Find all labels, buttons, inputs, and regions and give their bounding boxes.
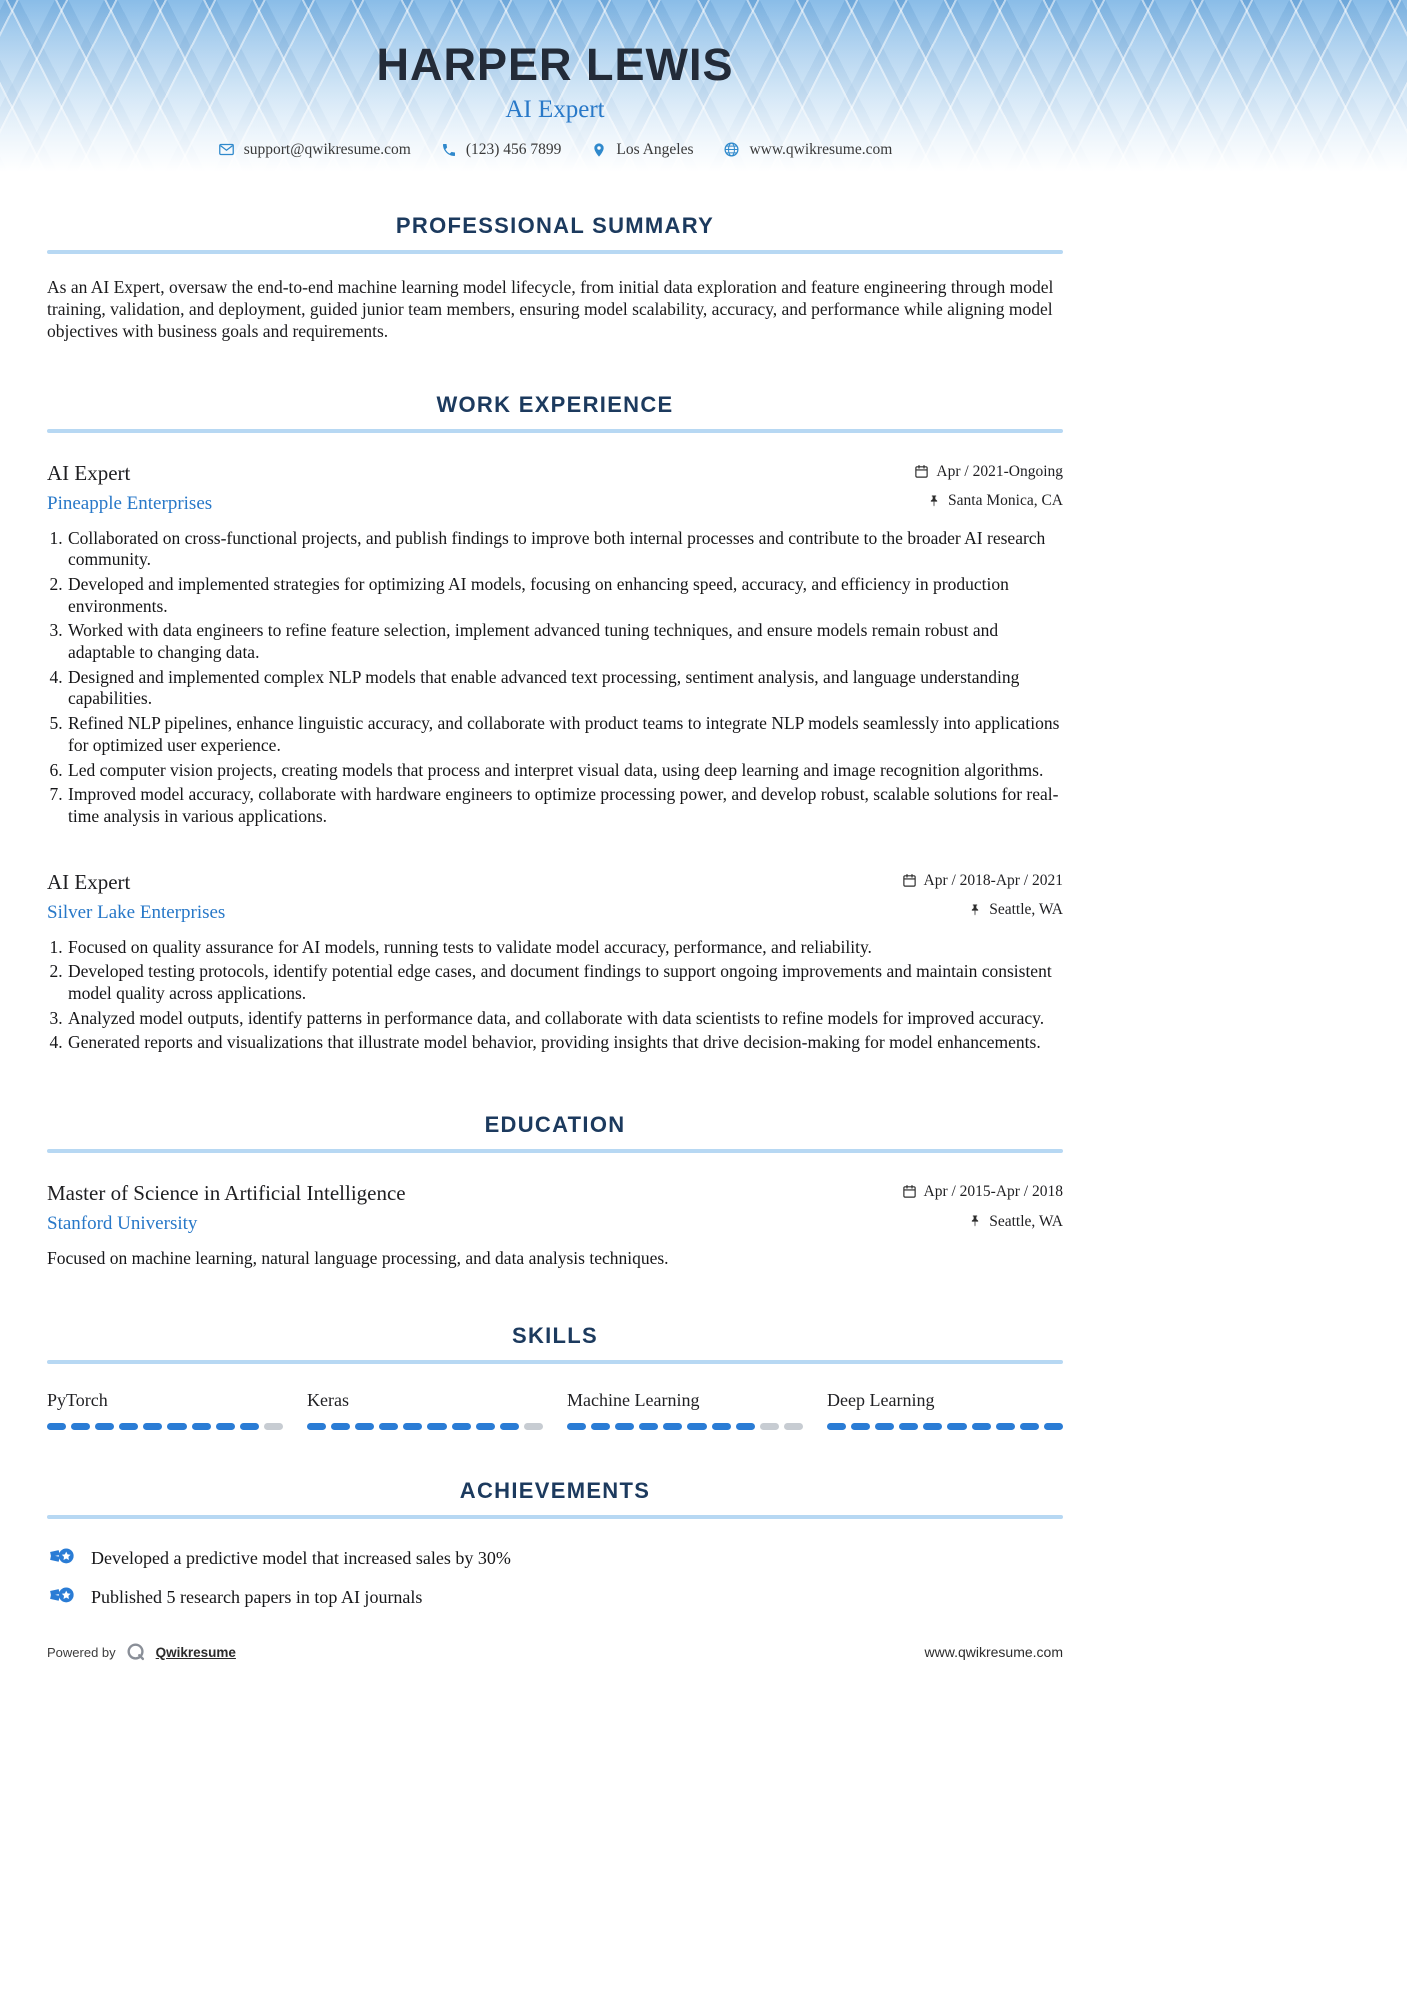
summary-text: As an AI Expert, oversaw the end-to-end machine learning model lifecycle, from initial data exploration and feature engineering through model training, validation, and deployment, guided junior team members, ensuring model scalability, accuracy, and performance while aligning model objectives with business goals and requirements.: [47, 276, 1054, 341]
skill-item-deep-learning: [827, 1390, 1063, 1430]
job-bullet: 6. Led computer vision projects, creating models that process and interpret visual data, using deep learning and image recognition algorithms.: [67, 760, 1063, 782]
section-summary: [47, 213, 1063, 342]
education-dates-text: Apr / 2015-Apr / 2018: [923, 1183, 1063, 1201]
contact-email-text: support@qwikresume.com: [243, 140, 411, 158]
pushpin-icon: [927, 494, 941, 508]
skill-item-machine-learning: [567, 1390, 803, 1430]
job-meta: [902, 870, 1064, 918]
qwikresume-link[interactable]: Qwikresume: [155, 1644, 236, 1660]
job-location-text: Santa Monica, CA: [948, 492, 1063, 510]
job-dates-text: Apr / 2018-Apr / 2021: [923, 871, 1063, 889]
contact-website-text: www.qwikresume.com: [749, 140, 893, 158]
powered-by-label: Powered by: [47, 1644, 116, 1660]
qwikresume-logo-icon: [125, 1641, 147, 1663]
skill-name: Deep Learning: [827, 1390, 935, 1411]
degree-title: Master of Science in Artificial Intelligence: [47, 1181, 406, 1206]
globe-icon: [723, 141, 740, 158]
job-bullet: 2. Developed and implemented strategies for optimizing AI models, focusing on enhancing speed, accuracy, and efficiency in production environments.: [67, 574, 1063, 617]
job-bullet: 3. Analyzed model outputs, identify patterns in performance data, and collaborate with data scientists to refine models for improved accuracy.: [67, 1008, 1063, 1030]
education-meta: [902, 1181, 1064, 1229]
achievements-list: [47, 1545, 1063, 1611]
section-achievements: [47, 1478, 1063, 1611]
contact-location[interactable]: [591, 141, 693, 159]
skill-item-pytorch: [47, 1390, 283, 1430]
education-heading: EDUCATION: [484, 1112, 626, 1138]
job-title: AI Expert: [47, 460, 131, 485]
job-bullet: 7. Improved model accuracy, collaborate with hardware engineers to optimize processing power, and develop robust, scalable solutions for real-time analysis in various applications.: [67, 784, 1063, 827]
skill-item-keras: [307, 1390, 543, 1430]
page-footer: [47, 1641, 1063, 1663]
education-location: [902, 1214, 1064, 1230]
education-dates: [902, 1184, 1064, 1200]
school-name: Stanford University: [47, 1213, 198, 1235]
pushpin-icon: [968, 1214, 982, 1228]
job-dates-text: Apr / 2021-Ongoing: [936, 462, 1063, 480]
achievement-text: Developed a predictive model that increased sales by 30%: [91, 1548, 511, 1569]
section-work-experience: [47, 392, 1063, 1054]
job-meta: [914, 461, 1063, 509]
job-title-block: [47, 461, 212, 515]
footer-website: www.qwikresume.com: [924, 1644, 1063, 1661]
skill-level-bar: [307, 1423, 543, 1430]
achievements-divider: [47, 1515, 1063, 1519]
email-icon: [218, 141, 235, 158]
job-company: Silver Lake Enterprises: [47, 901, 226, 923]
job-entry-1: [47, 461, 1063, 828]
skills-heading: SKILLS: [511, 1323, 599, 1349]
skills-grid: [47, 1390, 1063, 1430]
contact-phone[interactable]: [441, 141, 562, 159]
job-header: [47, 461, 1063, 515]
skill-name: PyTorch: [47, 1390, 108, 1411]
education-description: Focused on machine learning, natural language processing, and data analysis techniques.: [47, 1248, 669, 1269]
job-bullet-list: [47, 937, 1063, 1054]
contact-phone-text: (123) 456 7899: [465, 140, 562, 158]
job-location-text: Seattle, WA: [989, 901, 1063, 919]
calendar-icon: [902, 1184, 917, 1199]
education-header: [47, 1181, 1063, 1235]
job-title: AI Expert: [47, 869, 131, 894]
job-bullet: 2. Developed testing protocols, identify potential edge cases, and document findings to support ongoing improvements and maintain consistent model quality across applications.: [67, 961, 1063, 1004]
job-header: [47, 870, 1063, 924]
banner-inner: [47, 39, 1063, 159]
job-dates: [902, 873, 1064, 889]
section-education: [47, 1112, 1063, 1269]
contact-email[interactable]: [218, 141, 411, 159]
job-bullet: 4. Generated reports and visualizations that illustrate model behavior, providing insights that drive decision-making for model enhancements.: [67, 1032, 1063, 1054]
work-heading: WORK EXPERIENCE: [436, 391, 674, 417]
job-bullet: 1. Collaborated on cross-functional projects, and publish findings to improve both internal processes and contribute to the broader AI research community.: [67, 528, 1063, 571]
skills-divider: [47, 1360, 1063, 1364]
location-pin-icon: [591, 142, 607, 158]
education-entry: [47, 1181, 1063, 1269]
job-location: [914, 493, 1063, 509]
job-bullet: 5. Refined NLP pipelines, enhance linguistic accuracy, and collaborate with product teams to integrate NLP models seamlessly into applications for optimized user experience.: [67, 713, 1063, 756]
skill-name: Machine Learning: [567, 1390, 700, 1411]
skill-level-bar: [47, 1423, 283, 1430]
job-company: Pineapple Enterprises: [47, 492, 213, 514]
job-entry-2: [47, 870, 1063, 1054]
skill-level-bar: [827, 1423, 1063, 1430]
job-bullet: 3. Worked with data engineers to refine feature selection, implement advanced tuning techniques, and ensure models remain robust and adaptable to changing data.: [67, 620, 1063, 663]
job-dates: [914, 464, 1063, 480]
job-title-block: [47, 870, 225, 924]
summary-heading: PROFESSIONAL SUMMARY: [395, 212, 715, 238]
resume-content: [47, 213, 1063, 1664]
achievement-text: Published 5 research papers in top AI journals: [91, 1587, 423, 1608]
award-ribbon-icon: [49, 1584, 76, 1611]
job-location: [902, 902, 1064, 918]
education-location-text: Seattle, WA: [989, 1212, 1063, 1230]
skill-level-bar: [567, 1423, 803, 1430]
phone-icon: [441, 142, 457, 158]
candidate-title: AI Expert: [505, 96, 605, 123]
skill-name: Keras: [307, 1390, 349, 1411]
summary-divider: [47, 250, 1063, 254]
education-title-block: [47, 1181, 406, 1235]
calendar-icon: [902, 873, 917, 888]
achievements-heading: ACHIEVEMENTS: [459, 1478, 651, 1504]
job-bullet: 1. Focused on quality assurance for AI models, running tests to validate model accuracy, performance, and reliability.: [67, 937, 1063, 959]
achievement-item: [47, 1584, 1063, 1611]
header-banner: [0, 0, 1407, 183]
calendar-icon: [914, 464, 929, 479]
achievement-item: [47, 1545, 1063, 1572]
footer-branding: [47, 1641, 236, 1663]
job-bullet-list: [47, 528, 1063, 828]
education-divider: [47, 1149, 1063, 1153]
award-ribbon-icon: [49, 1545, 76, 1572]
work-divider: [47, 429, 1063, 433]
contact-website[interactable]: [723, 141, 892, 159]
contact-location-text: Los Angeles: [616, 140, 694, 158]
contact-row: [47, 141, 1063, 159]
candidate-name: HARPER LEWIS: [376, 39, 734, 90]
section-skills: [47, 1323, 1063, 1430]
job-bullet: 4. Designed and implemented complex NLP models that enable advanced text processing, sentiment analysis, and language understanding capabilities.: [67, 667, 1063, 710]
pushpin-icon: [968, 903, 982, 917]
